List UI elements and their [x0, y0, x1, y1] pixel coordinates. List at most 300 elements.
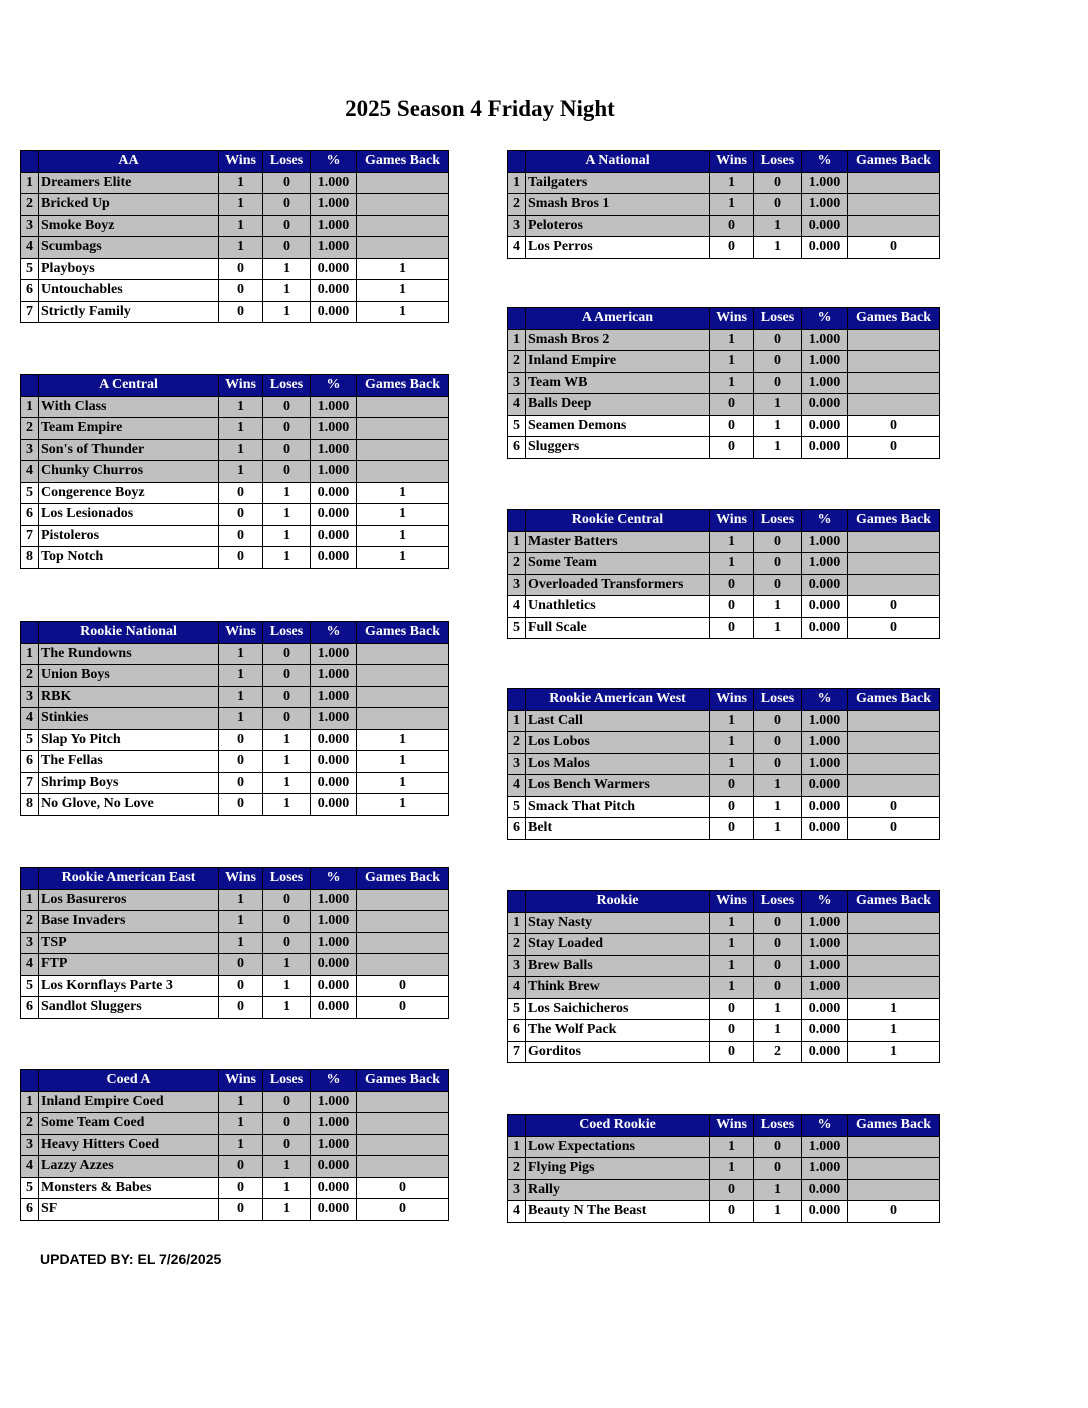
team-rank: 3 [508, 1179, 526, 1201]
team-loses: 1 [263, 280, 311, 302]
team-pct: 1.000 [802, 977, 848, 999]
team-wins: 0 [710, 1201, 754, 1223]
table-row [508, 372, 940, 394]
team-loses: 0 [263, 194, 311, 216]
team-games-back [848, 732, 940, 754]
team-name: Unathletics [526, 596, 710, 618]
table-row [508, 998, 940, 1020]
team-wins: 0 [219, 954, 263, 976]
division-name: A Central [39, 375, 219, 397]
team-games-back: 1 [357, 547, 449, 569]
team-name: Low Expectations [526, 1136, 710, 1158]
team-pct: 1.000 [802, 553, 848, 575]
team-rank: 1 [21, 1091, 39, 1113]
team-pct: 1.000 [802, 194, 848, 216]
table-row [21, 708, 449, 730]
team-games-back: 1 [357, 301, 449, 323]
table-row [508, 934, 940, 956]
team-pct: 1.000 [311, 708, 357, 730]
table-row [21, 772, 449, 794]
team-name: Overloaded Transformers [526, 574, 710, 596]
team-name: The Wolf Pack [526, 1020, 710, 1042]
team-games-back [848, 912, 940, 934]
division-name: Coed Rookie [526, 1115, 710, 1137]
team-loses: 1 [754, 775, 802, 797]
team-games-back: 0 [848, 1201, 940, 1223]
team-wins: 0 [710, 1020, 754, 1042]
team-rank: 6 [508, 1020, 526, 1042]
header-pct: % [311, 151, 357, 173]
team-games-back: 0 [848, 437, 940, 459]
team-pct: 0.000 [311, 482, 357, 504]
header-wins: Wins [710, 1115, 754, 1137]
team-name: RBK [39, 686, 219, 708]
team-pct: 0.000 [802, 1041, 848, 1063]
team-rank: 2 [508, 351, 526, 373]
team-wins: 0 [219, 975, 263, 997]
team-pct: 1.000 [311, 665, 357, 687]
team-games-back: 0 [848, 818, 940, 840]
team-games-back [357, 1091, 449, 1113]
team-wins: 0 [710, 574, 754, 596]
team-rank: 5 [508, 617, 526, 639]
team-rank: 5 [21, 1177, 39, 1199]
header-rank-blank [508, 151, 526, 173]
team-loses: 1 [263, 772, 311, 794]
division-name: Rookie [526, 891, 710, 913]
team-wins: 1 [710, 977, 754, 999]
team-loses: 0 [754, 955, 802, 977]
header-games-back: Games Back [848, 151, 940, 173]
team-games-back [848, 574, 940, 596]
team-loses: 1 [754, 215, 802, 237]
team-rank: 4 [508, 775, 526, 797]
team-games-back [848, 1136, 940, 1158]
team-loses: 1 [263, 482, 311, 504]
team-name: Think Brew [526, 977, 710, 999]
table-row [508, 437, 940, 459]
team-pct: 0.000 [802, 818, 848, 840]
team-pct: 1.000 [311, 932, 357, 954]
team-pct: 0.000 [802, 775, 848, 797]
team-rank: 8 [21, 547, 39, 569]
team-rank: 2 [508, 732, 526, 754]
team-loses: 1 [263, 975, 311, 997]
team-loses: 1 [263, 1156, 311, 1178]
team-name: Last Call [526, 710, 710, 732]
team-rank: 1 [508, 710, 526, 732]
team-name: Stinkies [39, 708, 219, 730]
table-row [21, 504, 449, 526]
team-rank: 2 [508, 934, 526, 956]
team-name: Smoke Boyz [39, 215, 219, 237]
team-rank: 3 [508, 372, 526, 394]
table-row [21, 439, 449, 461]
team-name: Los Bench Warmers [526, 775, 710, 797]
team-pct: 0.000 [311, 1177, 357, 1199]
team-games-back [357, 172, 449, 194]
team-pct: 1.000 [802, 934, 848, 956]
header-wins: Wins [219, 151, 263, 173]
header-games-back: Games Back [848, 891, 940, 913]
team-rank: 3 [508, 574, 526, 596]
team-name: Son's of Thunder [39, 439, 219, 461]
header-pct: % [802, 689, 848, 711]
team-games-back: 1 [357, 772, 449, 794]
team-pct: 1.000 [311, 215, 357, 237]
header-wins: Wins [219, 622, 263, 644]
table-row [508, 912, 940, 934]
team-games-back [848, 351, 940, 373]
header-wins: Wins [710, 151, 754, 173]
team-wins: 0 [219, 794, 263, 816]
team-pct: 1.000 [311, 1134, 357, 1156]
team-pct: 0.000 [802, 1179, 848, 1201]
standings-table-rookie-central [507, 509, 940, 639]
team-pct: 0.000 [802, 596, 848, 618]
team-rank: 6 [21, 280, 39, 302]
team-pct: 0.000 [311, 1156, 357, 1178]
header-rank-blank [508, 308, 526, 330]
team-loses: 0 [263, 665, 311, 687]
team-rank: 1 [21, 172, 39, 194]
team-games-back [848, 934, 940, 956]
team-pct: 1.000 [311, 418, 357, 440]
team-games-back [357, 708, 449, 730]
standings-table-rookie-american-west [507, 688, 940, 840]
team-rank: 2 [21, 665, 39, 687]
team-wins: 1 [219, 686, 263, 708]
team-wins: 0 [219, 751, 263, 773]
team-games-back [357, 215, 449, 237]
team-wins: 0 [710, 1179, 754, 1201]
team-name: Heavy Hitters Coed [39, 1134, 219, 1156]
header-row [508, 510, 940, 532]
table-row [21, 215, 449, 237]
table-row [508, 1179, 940, 1201]
team-games-back [357, 954, 449, 976]
team-loses: 1 [263, 525, 311, 547]
header-row [508, 689, 940, 711]
table-row [21, 525, 449, 547]
header-games-back: Games Back [848, 1115, 940, 1137]
team-name: No Glove, No Love [39, 794, 219, 816]
team-name: Playboys [39, 258, 219, 280]
team-name: The Fellas [39, 751, 219, 773]
table-row [508, 732, 940, 754]
team-wins: 1 [219, 643, 263, 665]
team-games-back [848, 710, 940, 732]
team-rank: 6 [21, 997, 39, 1019]
table-row [508, 1041, 940, 1063]
header-pct: % [311, 1070, 357, 1092]
table-row [21, 889, 449, 911]
header-pct: % [802, 510, 848, 532]
header-wins: Wins [710, 510, 754, 532]
team-rank: 8 [21, 794, 39, 816]
team-games-back: 1 [357, 482, 449, 504]
header-rank-blank [21, 375, 39, 397]
team-games-back [848, 215, 940, 237]
team-rank: 4 [508, 977, 526, 999]
team-rank: 5 [21, 258, 39, 280]
team-loses: 0 [263, 643, 311, 665]
team-rank: 1 [21, 889, 39, 911]
team-loses: 0 [754, 194, 802, 216]
header-rank-blank [21, 622, 39, 644]
team-games-back [848, 775, 940, 797]
standings-table-a-american [507, 307, 940, 459]
header-loses: Loses [263, 622, 311, 644]
team-pct: 1.000 [802, 172, 848, 194]
table-row [21, 237, 449, 259]
team-pct: 1.000 [802, 732, 848, 754]
standings-table-coed-rookie [507, 1114, 940, 1223]
team-wins: 1 [219, 461, 263, 483]
team-pct: 1.000 [311, 1113, 357, 1135]
team-pct: 1.000 [802, 1158, 848, 1180]
team-games-back: 1 [357, 729, 449, 751]
team-games-back: 0 [848, 796, 940, 818]
team-wins: 1 [710, 732, 754, 754]
team-games-back [357, 932, 449, 954]
team-name: Gorditos [526, 1041, 710, 1063]
table-row [21, 1134, 449, 1156]
team-loses: 1 [263, 547, 311, 569]
team-name: TSP [39, 932, 219, 954]
header-row [508, 308, 940, 330]
table-row [21, 396, 449, 418]
team-rank: 6 [508, 437, 526, 459]
table-row [21, 258, 449, 280]
team-games-back: 0 [848, 617, 940, 639]
table-row [508, 215, 940, 237]
team-loses: 1 [754, 415, 802, 437]
table-row [21, 418, 449, 440]
header-wins: Wins [710, 891, 754, 913]
header-rank-blank [21, 151, 39, 173]
team-loses: 0 [263, 418, 311, 440]
team-games-back [848, 553, 940, 575]
team-wins: 0 [710, 1041, 754, 1063]
team-name: Flying Pigs [526, 1158, 710, 1180]
team-loses: 1 [754, 237, 802, 259]
team-name: Full Scale [526, 617, 710, 639]
table-row [21, 1156, 449, 1178]
team-loses: 0 [263, 932, 311, 954]
team-name: Slap Yo Pitch [39, 729, 219, 751]
header-rank-blank [508, 891, 526, 913]
team-rank: 5 [508, 415, 526, 437]
team-wins: 1 [710, 710, 754, 732]
team-rank: 5 [508, 796, 526, 818]
table-row [508, 1020, 940, 1042]
table-row [508, 710, 940, 732]
header-loses: Loses [754, 689, 802, 711]
team-wins: 0 [710, 818, 754, 840]
team-wins: 1 [710, 912, 754, 934]
team-pct: 0.000 [311, 729, 357, 751]
table-row [21, 794, 449, 816]
team-wins: 1 [219, 911, 263, 933]
division-name: Rookie American East [39, 868, 219, 890]
team-loses: 0 [263, 439, 311, 461]
team-wins: 0 [219, 258, 263, 280]
team-games-back: 0 [848, 596, 940, 618]
team-wins: 0 [219, 525, 263, 547]
team-name: Untouchables [39, 280, 219, 302]
table-row [508, 977, 940, 999]
team-games-back: 1 [357, 504, 449, 526]
team-wins: 0 [219, 772, 263, 794]
team-games-back: 1 [848, 998, 940, 1020]
team-wins: 1 [219, 932, 263, 954]
team-pct: 1.000 [802, 912, 848, 934]
team-games-back [848, 372, 940, 394]
team-wins: 1 [219, 215, 263, 237]
team-games-back: 0 [357, 1177, 449, 1199]
team-wins: 0 [710, 998, 754, 1020]
team-name: Pistoleros [39, 525, 219, 547]
table-row [508, 194, 940, 216]
team-wins: 1 [219, 439, 263, 461]
team-rank: 6 [21, 504, 39, 526]
header-loses: Loses [754, 510, 802, 532]
team-loses: 0 [263, 1134, 311, 1156]
header-row [21, 868, 449, 890]
team-pct: 0.000 [802, 1201, 848, 1223]
table-row [21, 1091, 449, 1113]
header-rank-blank [21, 868, 39, 890]
table-row [21, 751, 449, 773]
standings-table-rookie-american-east [20, 867, 449, 1019]
team-pct: 1.000 [311, 194, 357, 216]
team-name: Some Team [526, 553, 710, 575]
team-wins: 0 [219, 482, 263, 504]
team-name: Some Team Coed [39, 1113, 219, 1135]
team-rank: 4 [508, 237, 526, 259]
team-loses: 1 [263, 794, 311, 816]
team-wins: 1 [710, 329, 754, 351]
table-row [508, 531, 940, 553]
team-pct: 1.000 [311, 237, 357, 259]
team-name: Inland Empire [526, 351, 710, 373]
table-row [21, 301, 449, 323]
team-pct: 1.000 [311, 439, 357, 461]
team-wins: 0 [219, 547, 263, 569]
table-row [21, 482, 449, 504]
team-games-back: 1 [848, 1020, 940, 1042]
team-loses: 0 [754, 553, 802, 575]
team-wins: 1 [710, 553, 754, 575]
team-rank: 4 [21, 1156, 39, 1178]
team-name: Los Lesionados [39, 504, 219, 526]
team-rank: 2 [21, 418, 39, 440]
table-row [508, 329, 940, 351]
table-row [21, 729, 449, 751]
team-games-back [357, 461, 449, 483]
team-rank: 2 [508, 194, 526, 216]
team-loses: 2 [754, 1041, 802, 1063]
team-wins: 1 [219, 194, 263, 216]
team-wins: 1 [710, 194, 754, 216]
team-rank: 2 [21, 911, 39, 933]
team-name: FTP [39, 954, 219, 976]
team-pct: 0.000 [802, 237, 848, 259]
team-rank: 2 [21, 1113, 39, 1135]
team-name: Bricked Up [39, 194, 219, 216]
team-wins: 1 [219, 1091, 263, 1113]
team-loses: 0 [754, 574, 802, 596]
team-loses: 1 [263, 997, 311, 1019]
header-wins: Wins [219, 1070, 263, 1092]
table-row [21, 1177, 449, 1199]
team-rank: 4 [508, 596, 526, 618]
team-games-back: 1 [357, 525, 449, 547]
team-pct: 1.000 [802, 372, 848, 394]
team-rank: 1 [508, 329, 526, 351]
standings-table-aa [20, 150, 449, 323]
team-name: Lazzy Azzes [39, 1156, 219, 1178]
team-rank: 7 [508, 1041, 526, 1063]
team-games-back [848, 977, 940, 999]
team-name: Chunky Churros [39, 461, 219, 483]
team-loses: 0 [754, 1158, 802, 1180]
header-rank-blank [21, 1070, 39, 1092]
header-loses: Loses [754, 151, 802, 173]
team-wins: 1 [219, 708, 263, 730]
team-name: Master Batters [526, 531, 710, 553]
team-rank: 2 [508, 553, 526, 575]
header-wins: Wins [710, 308, 754, 330]
team-rank: 5 [21, 482, 39, 504]
team-games-back: 1 [357, 751, 449, 773]
team-games-back [357, 889, 449, 911]
standings-table-rookie [507, 890, 940, 1063]
standings-table-a-national [507, 150, 940, 259]
team-pct: 0.000 [311, 280, 357, 302]
team-pct: 1.000 [311, 911, 357, 933]
team-wins: 1 [219, 1113, 263, 1135]
team-rank: 2 [508, 1158, 526, 1180]
header-pct: % [802, 151, 848, 173]
team-name: Tailgaters [526, 172, 710, 194]
team-games-back [848, 394, 940, 416]
team-games-back [848, 1158, 940, 1180]
team-wins: 1 [710, 372, 754, 394]
team-rank: 5 [21, 975, 39, 997]
team-loses: 0 [754, 531, 802, 553]
team-name: Top Notch [39, 547, 219, 569]
team-name: Inland Empire Coed [39, 1091, 219, 1113]
team-loses: 0 [754, 732, 802, 754]
team-pct: 1.000 [802, 351, 848, 373]
header-games-back: Games Back [848, 510, 940, 532]
team-loses: 1 [754, 1179, 802, 1201]
team-name: Los Malos [526, 753, 710, 775]
team-loses: 0 [754, 329, 802, 351]
table-row [508, 753, 940, 775]
team-loses: 1 [263, 1199, 311, 1221]
team-pct: 0.000 [311, 772, 357, 794]
division-name: Coed A [39, 1070, 219, 1092]
team-loses: 1 [754, 437, 802, 459]
team-games-back: 0 [357, 975, 449, 997]
header-loses: Loses [263, 375, 311, 397]
standings-table-coed-a [20, 1069, 449, 1221]
table-row [21, 172, 449, 194]
team-name: Congerence Boyz [39, 482, 219, 504]
